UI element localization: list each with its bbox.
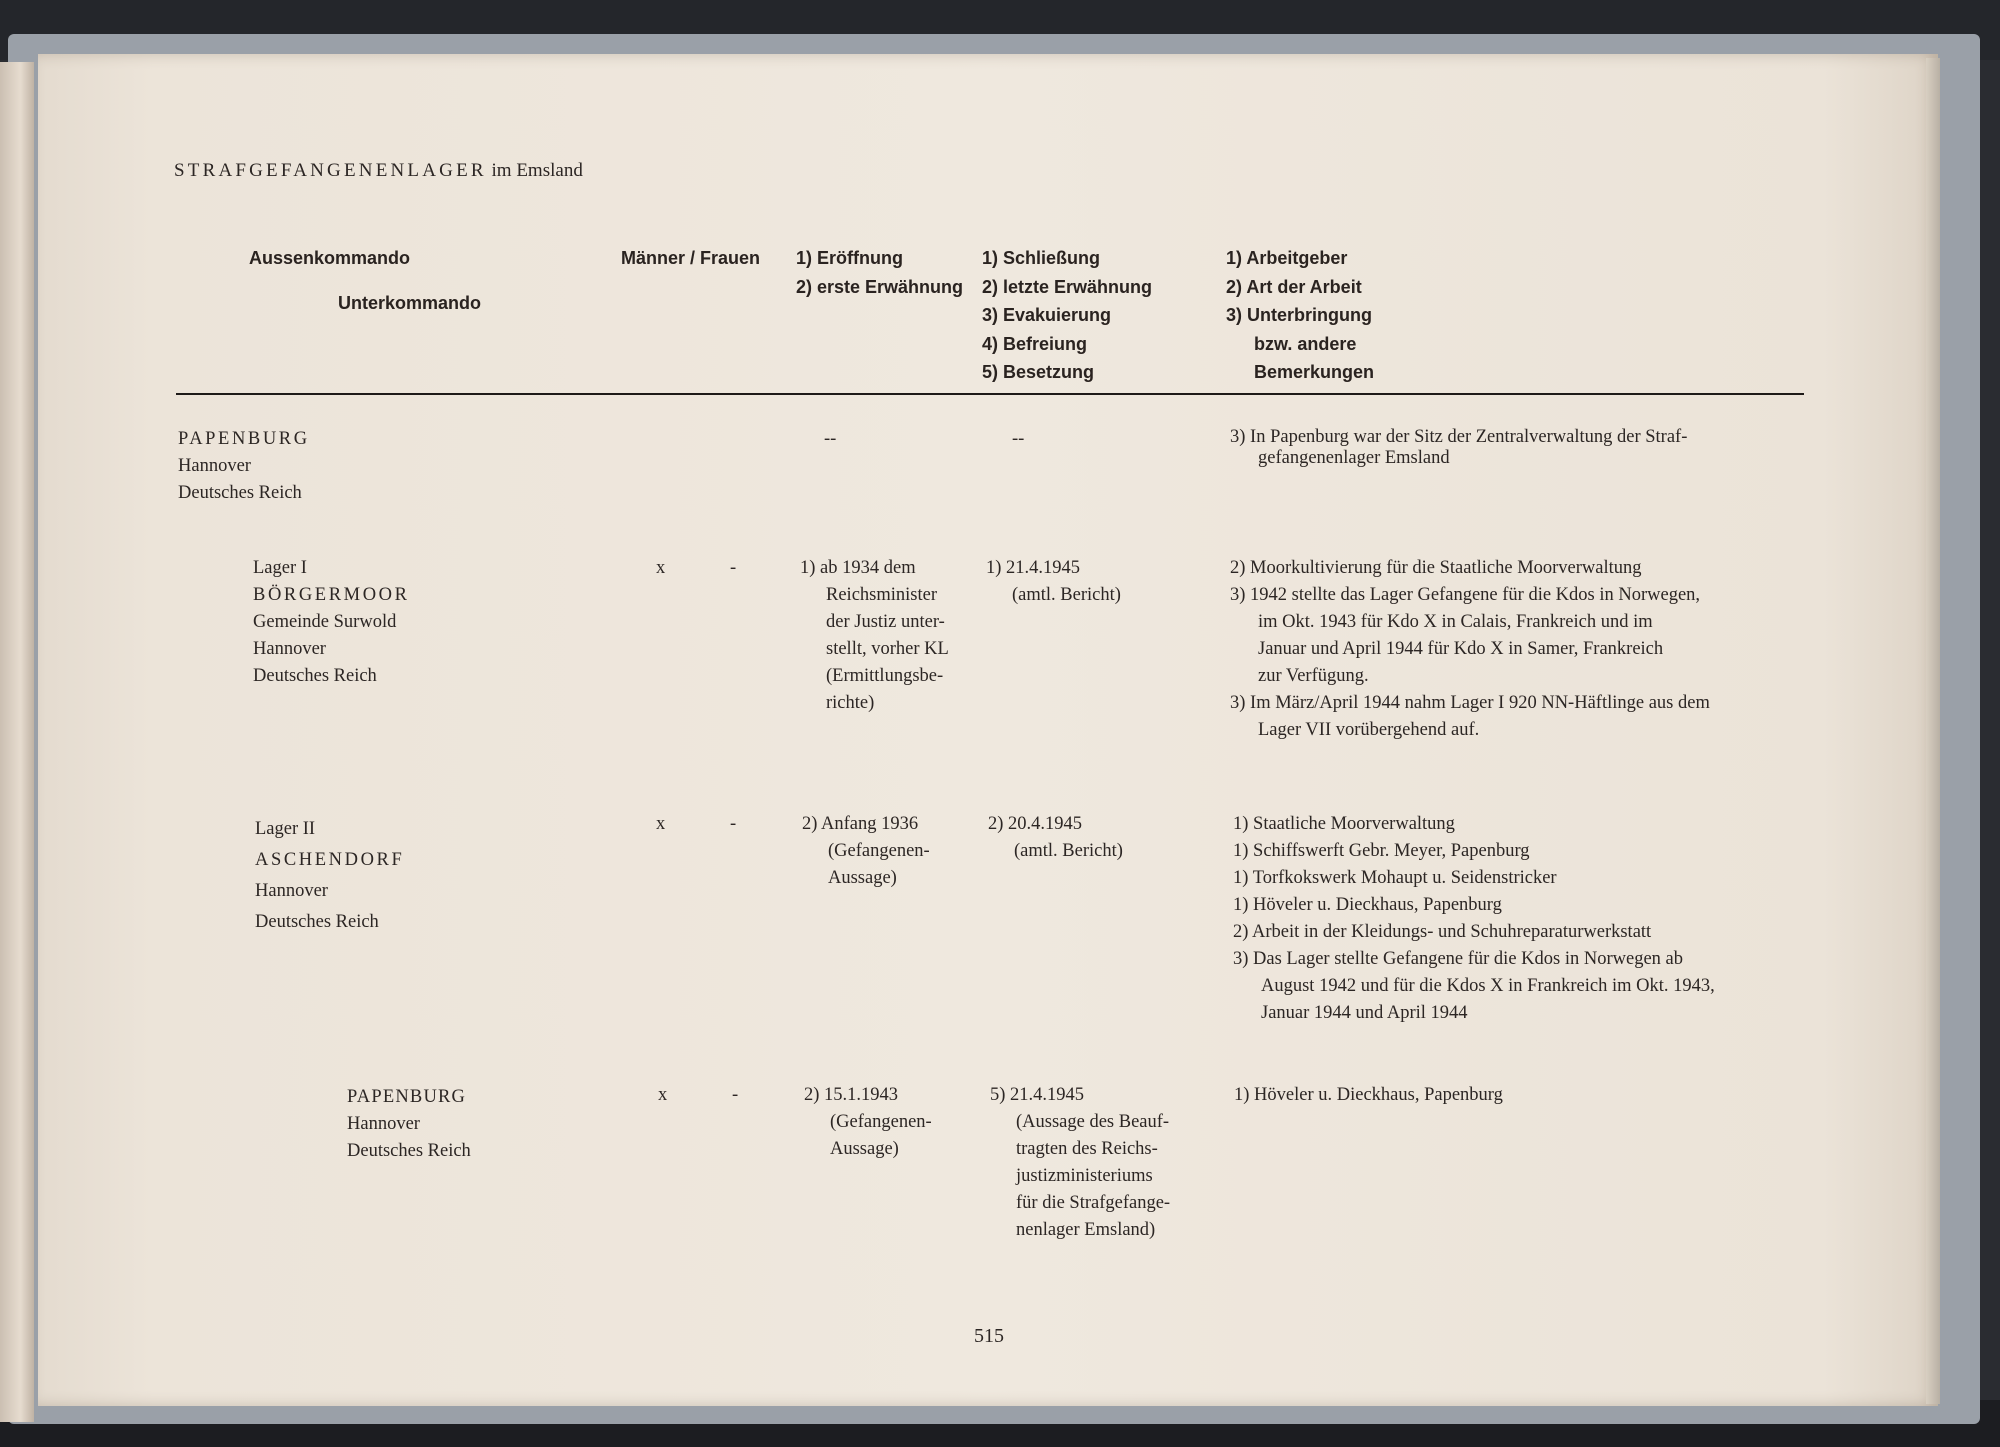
cell-line: justizministeriums xyxy=(1016,1166,1153,1186)
place-line: Hannover xyxy=(347,1114,420,1134)
cell-line: 5) 21.4.1945 xyxy=(990,1085,1085,1105)
header-line: 4) Befreiung xyxy=(982,333,1088,354)
row3-women: - xyxy=(730,814,737,834)
place-line: Deutsches Reich xyxy=(253,666,377,686)
remark-line: 3) 1942 stellte das Lager Gefangene für die Kdos in Norwegen, xyxy=(1230,585,1701,605)
cell-line: (Ermittlungsbe- xyxy=(826,666,944,686)
remark-line: Lager VII vorübergehend auf. xyxy=(1258,720,1480,740)
title-suffix: im Emsland xyxy=(486,160,583,181)
cell-line: (amtl. Bericht) xyxy=(1014,841,1123,861)
page-title xyxy=(174,160,583,182)
header-line: Bemerkungen xyxy=(1254,362,1375,382)
place-line: Hannover xyxy=(178,456,251,476)
place-line: Deutsches Reich xyxy=(255,912,379,932)
row2-men: x xyxy=(656,558,666,578)
place-line: Hannover xyxy=(255,881,328,901)
header-eroeffnung xyxy=(796,244,963,301)
header-line: 3) Unterbringung xyxy=(1226,305,1372,325)
remark-line: gefangenenlager Emsland xyxy=(1258,448,1450,468)
row4-women: - xyxy=(732,1085,739,1105)
place-name: ASCHENDORF xyxy=(255,850,405,870)
header-schliessung xyxy=(982,244,1152,387)
remark-line: 1) Staatliche Moorverwaltung xyxy=(1233,814,1455,834)
place-name: PAPENBURG xyxy=(178,429,310,449)
header-line: bzw. andere xyxy=(1254,333,1357,354)
cell-line: nenlager Emsland) xyxy=(1016,1220,1156,1240)
remark-line: 3) Das Lager stellte Gefangene für die Kdos in Norwegen ab xyxy=(1233,949,1683,969)
cell-line: 2) Anfang 1936 xyxy=(802,814,919,834)
header-maenner-frauen: Männer / Frauen xyxy=(621,248,761,268)
cell-line: 2) 20.4.1945 xyxy=(988,814,1083,834)
header-line: 2) Art der Arbeit xyxy=(1226,276,1362,297)
place-line: Lager I xyxy=(253,558,307,578)
remark-line: 3) In Papenburg war der Sitz der Zentralverwaltung der Straf- xyxy=(1230,427,1688,447)
place-line: Deutsches Reich xyxy=(347,1141,471,1161)
header-line: 1) Arbeitgeber xyxy=(1226,248,1348,268)
header-aussenkommando: Aussenkommando xyxy=(249,248,411,268)
header-unterkommando: Unterkommando xyxy=(338,293,482,313)
place-name: PAPENBURG xyxy=(347,1087,467,1107)
row1-closing: -- xyxy=(1012,429,1025,449)
cell-line: Reichsminister xyxy=(826,585,937,605)
cell-line: der Justiz unter- xyxy=(826,612,945,632)
place-line: Hannover xyxy=(253,639,326,659)
row2-opening xyxy=(800,555,949,717)
row3-remarks xyxy=(1233,811,1715,1027)
row1-opening: -- xyxy=(824,429,837,449)
row1-place xyxy=(178,426,310,507)
cell-line: (amtl. Bericht) xyxy=(1012,585,1121,605)
remark-line: 3) Im März/April 1944 nahm Lager I 920 NN-Häftlinge aus dem xyxy=(1230,693,1710,713)
cell-line: 1) ab 1934 dem xyxy=(800,558,916,578)
cell-line: Aussage) xyxy=(830,1139,899,1159)
cell-line: 2) 15.1.1943 xyxy=(804,1085,899,1105)
row2-place xyxy=(253,555,410,690)
row3-place xyxy=(255,814,404,938)
row1-remarks xyxy=(1230,427,1687,469)
remark-line: 1) Torfkokswerk Mohaupt u. Seidenstricker xyxy=(1233,868,1557,888)
row4-remarks xyxy=(1234,1082,1503,1109)
left-page-edge xyxy=(0,62,34,1422)
row3-opening xyxy=(802,811,930,892)
remark-line: 2) Moorkultivierung für die Staatliche Moorverwaltung xyxy=(1230,558,1642,578)
cell-line: (Gefangenen- xyxy=(828,841,930,861)
header-rule xyxy=(176,393,1804,395)
header-line: 3) Evakuierung xyxy=(982,305,1112,325)
remark-line: 2) Arbeit in der Kleidungs- und Schuhreparaturwerkstatt xyxy=(1233,922,1652,942)
remark-line: im Okt. 1943 für Kdo X in Calais, Frankreich und im xyxy=(1258,612,1653,632)
row4-closing xyxy=(990,1082,1170,1244)
row4-men: x xyxy=(658,1085,668,1105)
cell-line: Aussage) xyxy=(828,868,897,888)
header-line: 2) erste Erwähnung xyxy=(796,276,964,297)
remark-line: Januar und April 1944 für Kdo X in Samer, Frankreich xyxy=(1258,639,1664,659)
remark-line: 1) Höveler u. Dieckhaus, Papenburg xyxy=(1233,895,1502,915)
row2-closing xyxy=(986,555,1121,609)
cell-line: (Gefangenen- xyxy=(830,1112,932,1132)
header-line: 5) Besetzung xyxy=(982,362,1095,382)
row4-opening xyxy=(804,1082,932,1163)
page-number: 515 xyxy=(974,1325,1004,1347)
header-line: 2) letzte Erwähnung xyxy=(982,276,1153,297)
cell-line: tragten des Reichs- xyxy=(1016,1139,1158,1159)
cell-line: 1) 21.4.1945 xyxy=(986,558,1081,578)
row3-men: x xyxy=(656,814,666,834)
place-line: Lager II xyxy=(255,819,316,839)
cell-line: für die Strafgefange- xyxy=(1016,1193,1171,1213)
remark-line: Januar 1944 und April 1944 xyxy=(1261,1003,1468,1023)
row4-place xyxy=(347,1084,471,1165)
remark-line: 1) Höveler u. Dieckhaus, Papenburg xyxy=(1234,1085,1503,1105)
cell-line: richte) xyxy=(826,693,875,713)
remark-line: August 1942 und für die Kdos X in Frankreich im Okt. 1943, xyxy=(1261,976,1715,996)
cell-line: (Aussage des Beauf- xyxy=(1016,1112,1170,1132)
remark-line: 1) Schiffswerft Gebr. Meyer, Papenburg xyxy=(1233,841,1530,861)
row2-women: - xyxy=(730,558,737,578)
header-arbeitgeber xyxy=(1226,244,1374,387)
row2-remarks xyxy=(1230,555,1710,744)
row3-closing xyxy=(988,811,1123,865)
header-line: 1) Schließung xyxy=(982,248,1101,268)
place-name: BÖRGERMOOR xyxy=(253,585,410,605)
cell-line: stellt, vorher KL xyxy=(826,639,949,659)
header-line: 1) Eröffnung xyxy=(796,248,903,268)
place-line: Deutsches Reich xyxy=(178,483,302,503)
right-page-edge xyxy=(1926,58,1940,1404)
title-main: STRAFGEFANGENENLAGER xyxy=(174,160,487,181)
place-line: Gemeinde Surwold xyxy=(253,612,397,632)
remark-line: zur Verfügung. xyxy=(1258,666,1369,686)
